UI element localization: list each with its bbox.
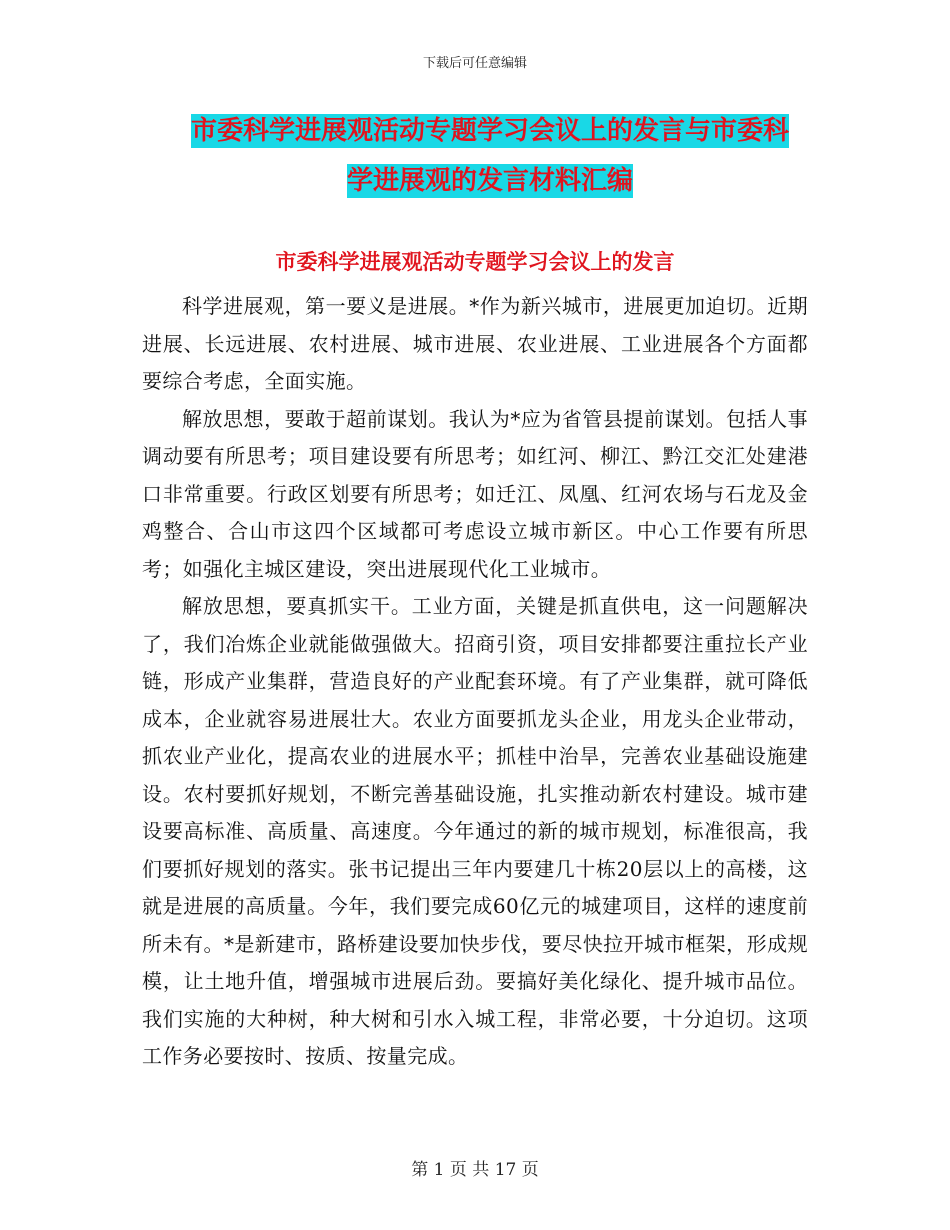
body-text [142,288,808,1076]
page-header-note: 下载后可任意编辑 [422,56,527,71]
document-title [140,106,840,206]
page-number: 第 1 页 共 17 页 [411,1160,539,1180]
paragraph: 科学进展观，第一要义是进展。*作为新兴城市，进展更加迫切。近期进展、长远进展、农村进展、城市进展、农业进展、工业进展各个方面都要综合考虑，全面实施。 [142,294,808,393]
paragraph: 解放思想，要真抓实干。工业方面，关键是抓直供电，这一问题解决了，我们冶炼企业就能做强做大。招商引资，项目安排都要注重拉长产业链，形成产业集群，营造良好的产业配套环境。有了产业集群，就可降低成本，企业就容易进展壮大。农业方面要抓龙头企业，用龙头企业带动，抓农业产业化，提高农业的进展水平；抓桂中治旱，完善农业基础设施建设。农村要抓好规划，不断完善基础设施，扎实推动新农村建设。城市建设要高标准、高质量、高速度。今年通过的新的城市规划，标准很高，我们要抓好规划的落实。张书记提出三年内要建几十栋20层以上的高楼，这就是进展的高质量。今年，我们要完成60亿元的城建项目，这样的速度前所未有。*是新建市，路桥建设要加快步伐，要尽快拉开城市框架，形成规模，让土地升值，增强城市进展后劲。要搞好美化绿化、提升城市品位。我们实施的大种树，种大树和引水入城工程，非常必要，十分迫切。这项工作务必要按时、按质、按量完成。 [142,594,808,1068]
section-heading: 市委科学进展观活动专题学习会议上的发言 [275,250,675,274]
paragraph: 解放思想，要敢于超前谋划。我认为*应为省管县提前谋划。包括人事调动要有所思考；项目建设要有所思考；如红河、柳江、黔江交汇处建港口非常重要。行政区划要有所思考；如迁江、凤凰、红河农场与石龙及金鸡整合、合山市这四个区域都可考虑设立城市新区。中心工作要有所思考；如强化主城区建设，突出进展现代化工业城市。 [142,406,808,581]
document-title-line-2: 学进展观的发言材料汇编 [346,166,633,196]
document-title-line-1: 市委科学进展观活动专题学习会议上的发言与市委科 [190,116,789,146]
